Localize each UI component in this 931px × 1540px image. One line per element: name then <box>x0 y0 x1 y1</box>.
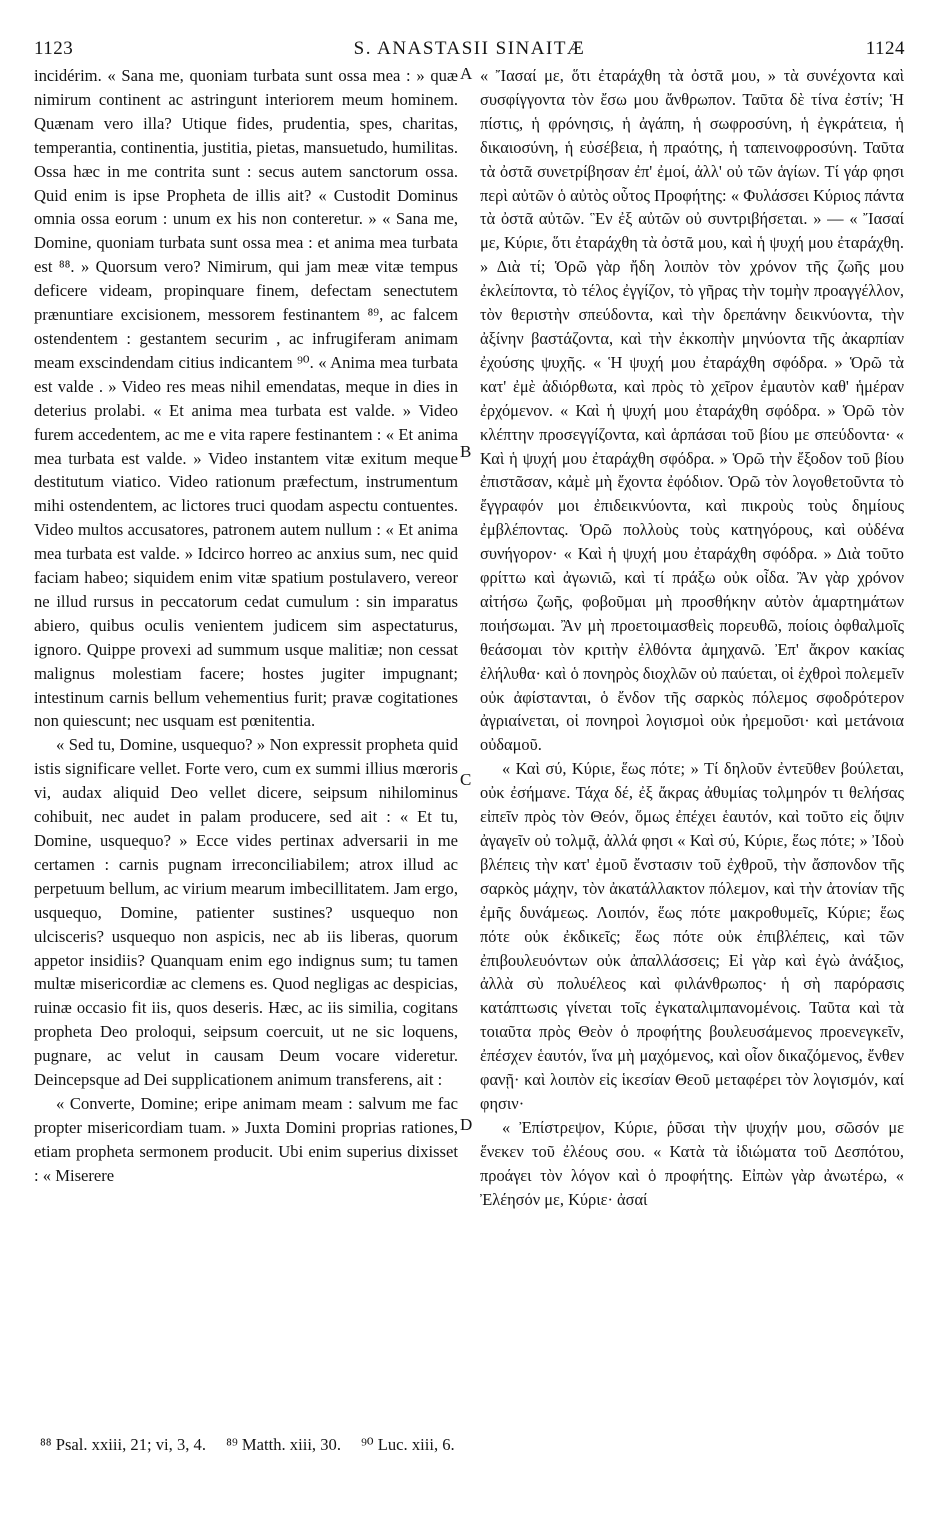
latin-column <box>34 64 458 1188</box>
page-number-right: 1124 <box>865 38 905 59</box>
greek-paragraph-2: « Καὶ σύ, Κύριε, ἕως πότε; » Τί δηλοῦν ἐντεῦθεν βούλεται, οὐκ ἐσήμανε. Τάχα δέ, ἐξ ἄκρας ἀθυμίας τολμηρόν τι θελήσας εἰπεῖν πρὸς τὸν Θεόν, ὅμως ἐπέχει ἑαυτόν, καὶ τοῦτο εἰς ὄψιν ἀγαγεῖν οὐ τολμᾷ, ἀλλά φησι « Καὶ σύ, Κύριε, ἕως πότε; » Ἰδοὺ βλέπεις τὴν κατ' ἐμοῦ ἔνστασιν τοῦ ἐχθροῦ, τὴν ἄσπονδον τῆς σαρκὸς μάχην, τὸν ἀκατάλλακτον πόλεμον, καὶ τὴν ἀτονίαν τῆς ἐμῆς δυνάμεως. Λοιπόν, ἕως πότε μακροθυμεῖς, Κύριε; ἕως πότε οὐκ ἐκδικεῖς; ἕως πότε οὐκ ἐπιβλέπεις, καὶ τῶν ἐπιβουλευόντων οὐκ ἀπαλλάσσεις; Εἰ γὰρ καὶ ἐγὼ ἀνάξιος, ἀλλὰ σὺ πολυέλεος καὶ φιλάνθρωπος· ἡ σὴ παρόρασις κατάπτωσις γίνεται τοῖς ἐγκαταλιμπανομένοις. Ταῦτα καὶ τὰ τοιαῦτα πρὸς Θεὸν ὁ προφήτης βουλευσάμενος προενεγκεῖν, ἐπέσχεν ἑαυτόν, ἵνα μὴ μαχόμενος, καὶ οἷον δικαζόμενος, ἔνθεν φανῇ· καὶ λοιπὸν εἰς ἱκεσίαν Θεοῦ μεταφέρει τὸν λογισμόν, καί φησιν· <box>480 759 904 1113</box>
latin-paragraph-3: « Converte, Domine; eripe animam meam : salvum me fac propter misericordiam tuam. » Juxta Domini proprias rationes, etiam propheta sermonem producit. Ubi enim superius dixisset : « Miserere <box>34 1093 458 1185</box>
footnotes <box>40 1434 901 1456</box>
footnote-90: ⁹⁰ Luc. xiii, 6. <box>361 1435 455 1454</box>
section-marker-c: C <box>460 770 472 789</box>
section-marker-a: A <box>460 64 473 83</box>
greek-paragraph-3: « Ἐπίστρεψον, Κύριε, ῥῦσαι τὴν ψυχήν μου, σῶσόν με ἕνεκεν τοῦ ἐλέους σου. « Κατὰ τὰ ἰδιώματα τοῦ Δεσπότου, προάγει τὸν λόγον καὶ ὁ προφήτης. Εἰπὼν γὰρ ἀνωτέρω, « Ἐλέησόν με, Κύριε· ἀσαί <box>480 1117 904 1209</box>
section-marker-d: D <box>460 1115 473 1134</box>
latin-paragraph-2: « Sed tu, Domine, usquequo? » Non expressit propheta quid istis significare vellet. Forte vero, cum ex summi illius mœroris vi, audax aliquid Deo vellet dicere, seipsum nihilominus cohibuit, nec audet in palam producere, sed ait : « Et tu, Domine, usquequo? » Ecce vides pertinax adversarii in me certamen : carnis pugnam irreconciliabilem; atrox illud ac perpetuum bellum, ac virium mearum imbecillitatem. Jam ergo, usquequo, Domine, patienter sustines? usquequo non ulcisceris? usquequo non aspicis, nec ab iis liberas, quorum appetor insidiis? Quanquam enim ego indignus sum; tu tamen multæ misericordiæ ac clemens es. Quod negligas ac despicias, ruinæ occasio fit iis, quos deseris. Hæc, ac iis similia, cogitans propheta Deo proloqui, seipsum coercuit, ut ne sic loquens, pugnare, ac velut in causam Deum vocare videretur. Deincepsque ad Dei supplicationem animum transferens, ait : <box>34 735 458 1090</box>
page-number-left: 1123 <box>34 38 74 59</box>
greek-column <box>480 64 904 1212</box>
latin-paragraph-1: incidérim. « Sana me, quoniam turbata sunt ossa mea : » quæ nimirum continent ac astringunt interiorem meum hominem. Quænam vero illa? Utique fides, prudentia, spes, charitas, temperantia, continentia, justitia, pietas, mansuetudo, humilitas. Ossa hæc in me contrita sunt : secus autem sanctorum ossa. Quid enim is ipse Propheta de illis ait? « Custodit Dominus omnia ossa eorum : unum ex his non conteretur. » « Sana me, Domine, quoniam turbata sunt ossa mea : et anima mea turbata est ⁸⁸. » Quorsum vero? Nimirum, qui jam meæ vitæ tempus deficere videam, propinquare finem, defectam senectutem prænuntiare excisionem, messorem festinantem ⁸⁹, ac falcem ostendentem : gestantem securim , ac infrugiferam animam meam exscindendam citius indicantem ⁹⁰. « Anima mea turbata est valde . » Video res meas nihil emendatas, meque in dies in deterius prolabi. « Et anima mea turbata est valde. » Video furem accedentem, ac me e vita rapere festinantem : « Et anima mea turbata est valde. » Video instantem vitæ exitum meque destitutum viatico. Video rationum præfectum, instrumentum mihi ostendentem, ac lictores truci quodam aspectu contuentes. Video multos accusatores, patronem autem nullum : « Et anima mea turbata est valde. » Idcirco horreo ac anxius sum, nec quid faciam habeo; siquidem enim vitæ spatium postulavero, vereor ne illud rursus in peccatorum cedat cumulum : sin imparatus abiero, quibus oculis venientem judicem sim aspectaturus, ignoro. Quippe provexi ad summum usque malitiæ; non cessat malignus molestiam facere; hostes jugiter impugnant; intestinum carnis bellum vehementius furit; pravæ cogitationes non quiescunt; nec usquam est pœnitentia. <box>34 66 458 731</box>
section-marker-b: B <box>460 442 472 461</box>
footnote-88: ⁸⁸ Psal. xxiii, 21; vi, 3, 4. <box>40 1435 206 1454</box>
running-title: S. ANASTASII SINAITÆ <box>353 38 586 59</box>
running-header <box>34 38 905 64</box>
greek-paragraph-1: « Ἴασαί με, ὅτι ἐταράχθη τὰ ὀστᾶ μου, » τὰ συνέχοντα καὶ συσφίγγοντα τὸν ἔσω μου ἄνθρωπον. Ταῦτα δὲ τίνα ἐστίν; Ἡ πίστις, ἡ φρόνησις, ἡ ἀγάπη, ἡ σωφροσύνη, ἡ ἐγκράτεια, ἡ δικαιοσύνη, ἡ εὐσέβεια, ἡ πραότης, ἡ ταπεινοφροσύνη. Ταῦτα τὰ ὀστᾶ συνετρίβησαν ἐπ' ἐμοί, ἀλλ' οὐ τῶν ἁγίων. Τί γάρ φησι περὶ αὐτῶν ὁ αὐτὸς οὗτος Προφήτης: « Φυλάσσει Κύριος πάντα τὰ ὀστᾶ αὐτῶν. Ἓν ἐξ αὐτῶν οὐ συντριβήσεται. » — « Ἴασαί με, Κύριε, ὅτι ἐταράχθη τὰ ὀστᾶ μου, καὶ ἡ ψυχή μου ἐταράχθη. » Διὰ τί; Ὁρῶ γὰρ ἤδη λοιπὸν τὸν χρόνον τῆς ζωῆς μου ἐκλείποντα, τὸ τέλος ἐγγίζον, τὸ γῆρας τὴν τομὴν προαγγέλλον, τὸν θεριστὴν σπεύδοντα, καὶ τὴν δρεπάνην δεικνύοντα, τὴν ἀξίνην βαστάζοντα, καὶ τὴν ἐκκοπὴν μηνύοντα τῆς ἀκαρπίαν ἐχούσης ψυχῆς. « Ἡ ψυχή μου ἐταράχθη σφόδρα. » Ὁρῶ τὰ κατ' ἐμὲ ἀδιόρθωτα, καὶ πρὸς τὸ χεῖρον ἐμαυτὸν καθ' ἡμέραν ἐρχόμενον. « Καὶ ἡ ψυχή μου ἐταράχθη σφόδρα. » Ὁρῶ τὸν κλέπτην προσεγγίζοντα, καὶ ἁρπάσαι τοῦ βίου με σπεύδοντα· « Καὶ ἡ ψυχή μου ἐταράχθη σφόδρα. » Ὁρῶ τὴν ἔξοδον τοῦ βίου ἐπιστᾶσαν, κἀμὲ μὴ ἔχοντα ἐφόδιον. Ὁρῶ τὸν λογοθετοῦντα τὸ ἔγγραφόν μοι ἐπιδεικνύοντα, καὶ πικροὺς τοὺς δημίους ἐμβλέποντας. Ὁρῶ πολλοὺς τοὺς κατηγόρους, καὶ οὐδένα συνήγορον· « Καὶ ἡ ψυχή μου ἐταράχθη σφόδρα. » Διὰ τοῦτο φρίττω καὶ ἀγωνιῶ, καὶ τί πράξω οὐκ οἶδα. Ἂν γὰρ χρόνον αἰτήσω ζωῆς, φοβοῦμαι μὴ προσθήκην αὐτὸν ἁμαρτημάτων ποιήσωμαι. Ἂν μὴ προετοιμασθεὶς πορευθῶ, ποίοις ὀφθαλμοῖς θεάσομαι τὸν κριτὴν ἐλθόντα ἀμηχανῶ. Ἐπ' ἄκρον κακίας ἐλήλυθα· καὶ ὁ πονηρὸς διοχλῶν οὐ παύεται, οἱ ἐχθροὶ πολεμεῖν οὐκ ἀφίστανται, ὁ ἔνδον τῆς σαρκὸς πόλεμος σφοδρότερον ἀγριαίνεται, οἱ πονηροὶ λογισμοὶ οὐκ ἠρεμοῦσι· καὶ μετάνοια οὐδαμοῦ. <box>480 66 904 755</box>
footnote-89: ⁸⁹ Matth. xiii, 30. <box>226 1435 341 1454</box>
